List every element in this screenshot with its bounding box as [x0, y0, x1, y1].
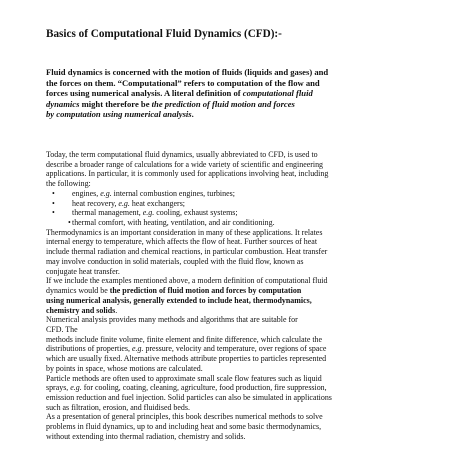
body-line: using numerical analysis, generally extended to include heat, thermodynamics, [46, 295, 312, 305]
body-line: may involve conduction in solid materials, coupled with the fluid flow, known as [46, 256, 304, 266]
bullet-marker: • [52, 208, 55, 218]
intro-line [46, 99, 414, 110]
body-line [46, 344, 418, 354]
intro-emphasis: dynamics [46, 98, 80, 109]
body-text [46, 150, 418, 442]
bullet-marker: • [52, 198, 55, 208]
body-italic-run: e.g. [131, 344, 144, 354]
bullet-item-thermal-management [46, 208, 418, 218]
bullet-marker: • [68, 218, 71, 228]
body-line: emission reduction and fuel injection. Solid particles can also be simulated in applications [46, 392, 332, 402]
body-line: the following: [46, 179, 91, 189]
bullet-text: engines, [72, 188, 101, 198]
body-line: Thermodynamics is an important consideration in many of these applications. It relates [46, 227, 323, 237]
body-line: conjugate heat transfer. [46, 266, 120, 276]
intro-text: forces using numerical analysis. A literal definition of [46, 88, 243, 99]
intro-line: the forces on them. “Computational” refers to computation of the flow and [46, 77, 320, 88]
body-line: Numerical analysis provides many methods and algorithms that are suitable for [46, 315, 298, 325]
intro-emphasis: the prediction of fluid motion and forces [151, 98, 295, 109]
body-line: describe a broader range of calculations for a wide variety of scientific and engineering [46, 159, 324, 169]
body-line [46, 306, 418, 316]
bullet-text: heat exchangers; [129, 198, 185, 208]
bullet-text: thermal comfort, with heating, ventilation, and air conditioning. [72, 218, 275, 228]
body-line: include thermal radiation and chemical reactions, in particular combustion. Heat transfer [46, 247, 328, 257]
body-line: Particle methods are often used to approximate small scale flow features such as liquid [46, 373, 322, 383]
bullet-text: e.g. [100, 188, 112, 198]
bullet-text: e.g. [118, 198, 130, 208]
intro-emphasis: by computation using numerical analysis [46, 109, 192, 120]
body-line: internal energy to temperature, which affects the flow of heat. Further sources of heat [46, 237, 318, 247]
bullet-text: cooling, exhaust systems; [154, 208, 238, 218]
body-line: without extending into thermal radiation, chemistry and solids. [46, 431, 246, 441]
bullet-text: e.g. [142, 208, 155, 218]
bullet-text: thermal management, [72, 208, 143, 218]
body-line: CFD. The [46, 324, 78, 334]
body-line: applications. In particular, it is commonly used for applications involving heat, including [46, 169, 329, 179]
body-text-run: distributions of properties, [46, 344, 132, 354]
body-line: problems in fluid dynamics, up to and including heat and some basic thermodynamics, [46, 422, 322, 432]
body-text-run: for cooling, coating, cleaning, agriculture, food production, fire suppression, [81, 383, 327, 393]
body-bold-run: the prediction of fluid motion and forces by computation [109, 286, 302, 296]
intro-line [46, 109, 414, 120]
body-text-run: dynamics would be [46, 286, 110, 296]
bullet-marker: • [52, 188, 55, 198]
intro-text: . [191, 109, 194, 120]
body-text-run: sprays, [46, 383, 71, 393]
body-line [46, 383, 418, 393]
intro-line [46, 88, 414, 99]
intro-line: Fluid dynamics is concerned with the motion of fluids (liquids and gases) and [46, 67, 329, 77]
body-line: Today, the term computational fluid dynamics, usually abbreviated to CFD, is used to [46, 150, 318, 159]
body-line: methods include finite volume, finite element and finite difference, which calculate the [46, 334, 323, 344]
intro-text: might therefore be [79, 98, 152, 109]
body-line [46, 286, 418, 296]
bullet-item-heat-recovery [46, 199, 418, 209]
body-text-run: pressure, velocity and temperature, over regions of space [143, 344, 327, 354]
bullet-item-engines [46, 189, 418, 199]
body-bold-run: chemistry and solids [46, 305, 116, 315]
body-line: As a presentation of general principles, this book describes numerical methods to solve [46, 412, 323, 422]
body-line: which are usually fixed. Alternative methods attribute properties to particles represented [46, 354, 327, 364]
body-line: such as filtration, erosion, and fluidised beds. [46, 402, 190, 412]
intro-emphasis: computational fluid [242, 88, 313, 99]
bullet-text: heat recovery, [72, 198, 119, 208]
body-italic-run: e.g. [70, 383, 82, 393]
intro-paragraph [46, 67, 414, 120]
body-line: by points in space, whose motions are calculated. [46, 363, 203, 373]
page-title: Basics of Computational Fluid Dynamics (CFD):- [46, 28, 282, 40]
bullet-text: internal combustion engines, turbines; [111, 188, 235, 198]
body-text-run: . [115, 305, 118, 315]
bullet-item-thermal-comfort [46, 218, 418, 228]
body-line: If we include the examples mentioned above, a modern definition of computational fluid [46, 276, 328, 286]
